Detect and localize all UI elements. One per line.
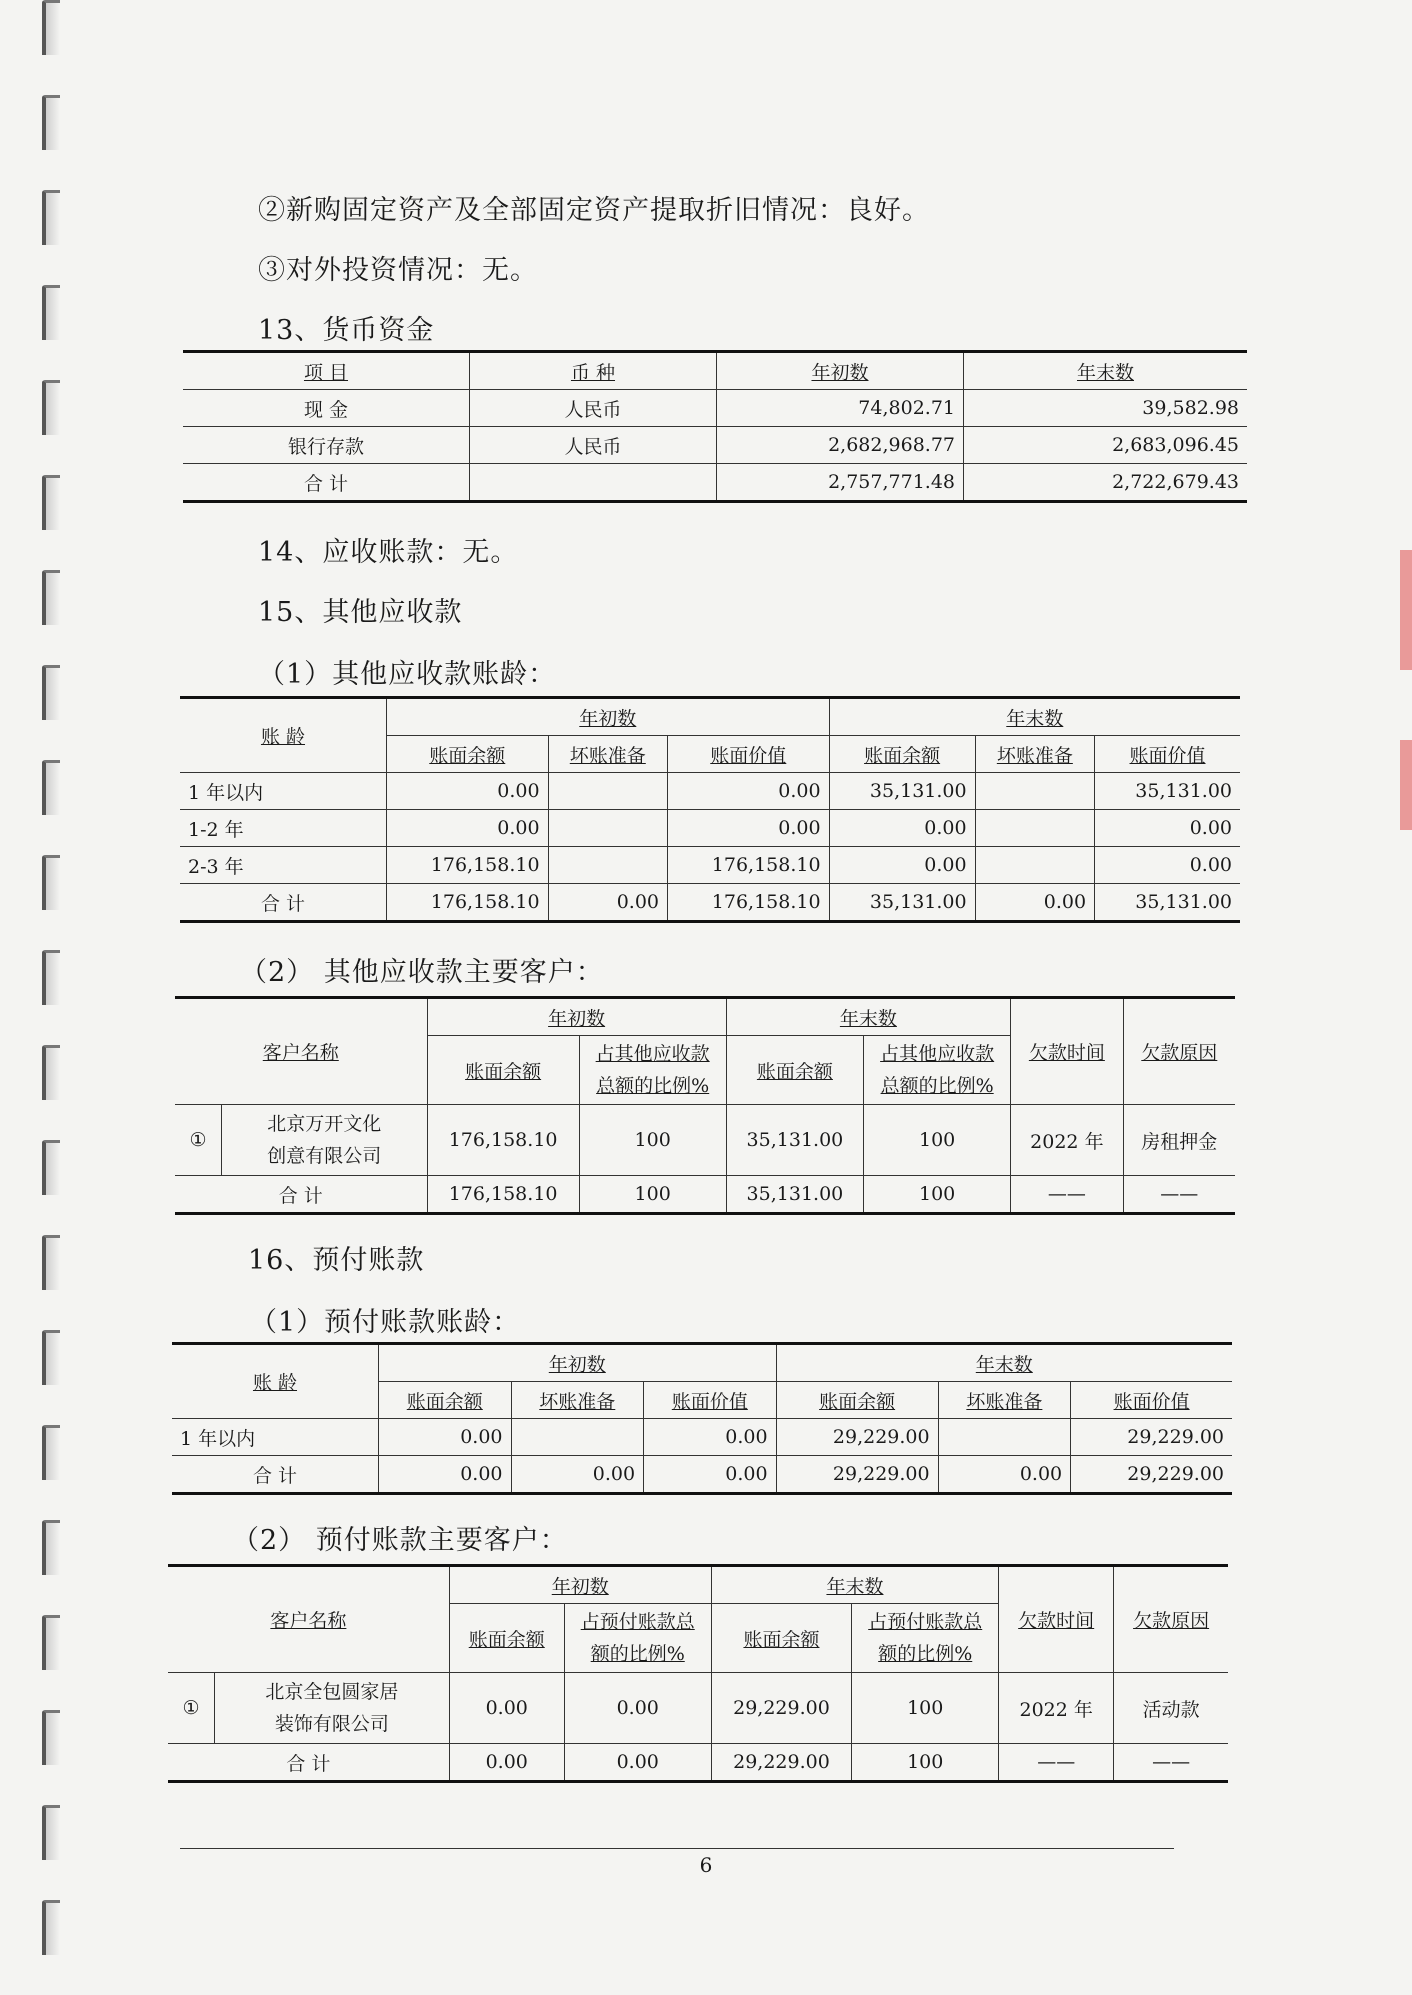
header-cell: 账面余额 [427,1036,579,1105]
heading-15-1: （1）其他应收款账龄： [258,659,557,690]
table-row [180,810,1240,847]
cell [938,1419,1071,1456]
cell [975,773,1094,810]
cell: 176,158.10 [668,847,830,884]
cell: 35,131.00 [1095,773,1240,810]
table-cash [183,350,1247,503]
cell: 合 计 [172,1456,379,1494]
header-cell: 年末数 [726,998,1010,1036]
cell: 0.00 [1095,847,1240,884]
header-cell: 占其他应收款总额的比例% [864,1036,1011,1105]
cell: 35,131.00 [726,1176,863,1214]
cell: 100 [864,1105,1011,1176]
header-cell: 客户名称 [168,1566,449,1673]
header-cell: 年末数 [829,698,1240,736]
cell: 29,229.00 [711,1673,852,1744]
cell: 0.00 [644,1419,777,1456]
cell: 人民币 [470,390,717,427]
cell: 合 计 [180,884,387,922]
table-row [183,427,1247,464]
header-cell: 欠款原因 [1114,1566,1228,1673]
cell: 0.00 [1095,810,1240,847]
header-cell: 账面价值 [1095,736,1240,773]
cell: 0.00 [564,1744,711,1782]
cell: 39,582.98 [964,390,1248,427]
header-cell: 坏账准备 [511,1382,644,1419]
heading-15-2: （2） 其他应收款主要客户： [240,957,604,988]
cell [975,847,1094,884]
heading-13: 13、货币资金 [258,315,435,346]
cell: 2,682,968.77 [717,427,964,464]
header-cell: 欠款原因 [1123,998,1235,1105]
cell: 2022 年 [1011,1105,1123,1176]
heading-14: 14、应收账款：无。 [258,537,519,568]
cell: 2022 年 [999,1673,1114,1744]
cell: 活动款 [1114,1673,1228,1744]
cell: 银行存款 [183,427,470,464]
header-cell: 账面余额 [711,1604,852,1673]
cell: 2,757,771.48 [717,464,964,502]
header-cell: 年初数 [427,998,726,1036]
cell: 29,229.00 [711,1744,852,1782]
cell: 合 计 [168,1744,449,1782]
table-other-receivables-customers [175,996,1235,1215]
table-row [183,464,1247,502]
cell: 0.00 [829,847,975,884]
footer-rule [180,1848,1174,1849]
cell: 2-3 年 [180,847,387,884]
header-cell: 占预付账款总额的比例% [852,1604,999,1673]
header-cell: 账面价值 [1071,1382,1232,1419]
cell [470,464,717,502]
cell: ① [175,1105,222,1176]
cell: 合 计 [183,464,470,502]
cell: 现 金 [183,390,470,427]
cell: 29,229.00 [776,1419,938,1456]
cell: 176,158.10 [427,1176,579,1214]
heading-16-1: （1）预付账款账龄： [250,1307,521,1338]
header-cell: 欠款时间 [999,1566,1114,1673]
header-cell: 币 种 [470,352,717,390]
cell: 100 [864,1176,1011,1214]
customer-name-line2: 创意有限公司 [267,1145,382,1167]
table-prepayments-aging [172,1342,1232,1495]
cell: 人民币 [470,427,717,464]
header-cell: 客户名称 [175,998,427,1105]
cell: 0.00 [668,810,830,847]
table-other-receivables-aging [180,696,1240,923]
header-cell: 年末数 [964,352,1248,390]
cell: 29,229.00 [1071,1456,1232,1494]
header-cell: 年末数 [711,1566,999,1604]
cell [975,810,1094,847]
seal-edge [1400,740,1412,830]
header-cell: 账面价值 [668,736,830,773]
cell: 29,229.00 [1071,1419,1232,1456]
table-row [168,1673,1228,1744]
header-cell: 年初数 [449,1566,711,1604]
cell: 2,683,096.45 [964,427,1248,464]
header-cell: 年末数 [776,1344,1232,1382]
table-row [172,1456,1232,1494]
header-cell: 占预付账款总额的比例% [564,1604,711,1673]
heading-16: 16、预付账款 [248,1245,425,1276]
cell: 0.00 [379,1456,512,1494]
table-row [180,773,1240,810]
cell: 100 [579,1105,726,1176]
cell: 176,158.10 [427,1105,579,1176]
header-cell: 账面余额 [387,736,549,773]
cell: 0.00 [387,810,549,847]
table-row [180,847,1240,884]
page-number: 6 [699,1853,713,1877]
cell: 100 [579,1176,726,1214]
header-cell: 年初数 [387,698,830,736]
cell: —— [1123,1176,1235,1214]
cell [222,1105,428,1176]
cell: 35,131.00 [1095,884,1240,922]
header-cell: 账面余额 [449,1604,564,1673]
cell: 1-2 年 [180,810,387,847]
header-cell: 项 目 [183,352,470,390]
cell: 0.00 [548,884,667,922]
cell [548,773,667,810]
table-row [175,1105,1235,1176]
header-cell: 账面价值 [644,1382,777,1419]
cell: 0.00 [644,1456,777,1494]
cell [215,1673,450,1744]
heading-15: 15、其他应收款 [258,597,463,628]
cell: 176,158.10 [387,847,549,884]
header-cell: 账面余额 [829,736,975,773]
cell: 0.00 [449,1673,564,1744]
table-row [172,1419,1232,1456]
cell: 0.00 [379,1419,512,1456]
cell: 35,131.00 [829,884,975,922]
text-depreciation: ②新购固定资产及全部固定资产提取折旧情况：良好。 [258,195,930,226]
cell: 0.00 [387,773,549,810]
table-row [175,1176,1235,1214]
header-cell: 年初数 [717,352,964,390]
cell: 0.00 [564,1673,711,1744]
header-cell: 账 龄 [180,698,387,773]
heading-16-2: （2） 预付账款主要客户： [232,1525,568,1556]
header-cell: 坏账准备 [975,736,1094,773]
table-row [180,884,1240,922]
cell: —— [1011,1176,1123,1214]
cell [548,847,667,884]
cell: 29,229.00 [776,1456,938,1494]
cell: 合 计 [175,1176,427,1214]
cell: 2,722,679.43 [964,464,1248,502]
cell: 35,131.00 [829,773,975,810]
cell: 1 年以内 [172,1419,379,1456]
cell: 74,802.71 [717,390,964,427]
cell: ① [168,1673,215,1744]
text-investment: ③对外投资情况：无。 [258,255,538,286]
table-row [183,390,1247,427]
header-cell: 账 龄 [172,1344,379,1419]
header-cell: 占其他应收款总额的比例% [579,1036,726,1105]
table-prepayments-customers [168,1564,1228,1783]
header-cell: 欠款时间 [1011,998,1123,1105]
cell: 100 [852,1673,999,1744]
cell: 0.00 [975,884,1094,922]
table-row [168,1744,1228,1782]
cell: 100 [852,1744,999,1782]
header-cell: 坏账准备 [548,736,667,773]
customer-name-line1: 北京全包圆家居 [265,1681,399,1703]
header-cell: 账面余额 [379,1382,512,1419]
cell: 0.00 [668,773,830,810]
cell [511,1419,644,1456]
cell: 35,131.00 [726,1105,863,1176]
cell: 1 年以内 [180,773,387,810]
cell: 0.00 [938,1456,1071,1494]
cell: —— [1114,1744,1228,1782]
cell [548,810,667,847]
customer-name-line2: 装饰有限公司 [274,1713,389,1735]
binding-holes [38,0,60,1995]
header-cell: 年初数 [379,1344,777,1382]
cell: 176,158.10 [668,884,830,922]
header-cell: 账面余额 [726,1036,863,1105]
cell: 176,158.10 [387,884,549,922]
cell: 0.00 [829,810,975,847]
cell: —— [999,1744,1114,1782]
header-cell: 账面余额 [776,1382,938,1419]
customer-name-line1: 北京万开文化 [267,1113,382,1135]
cell: 房租押金 [1123,1105,1235,1176]
cell: 0.00 [449,1744,564,1782]
seal-edge [1400,550,1412,670]
cell: 0.00 [511,1456,644,1494]
header-cell: 坏账准备 [938,1382,1071,1419]
